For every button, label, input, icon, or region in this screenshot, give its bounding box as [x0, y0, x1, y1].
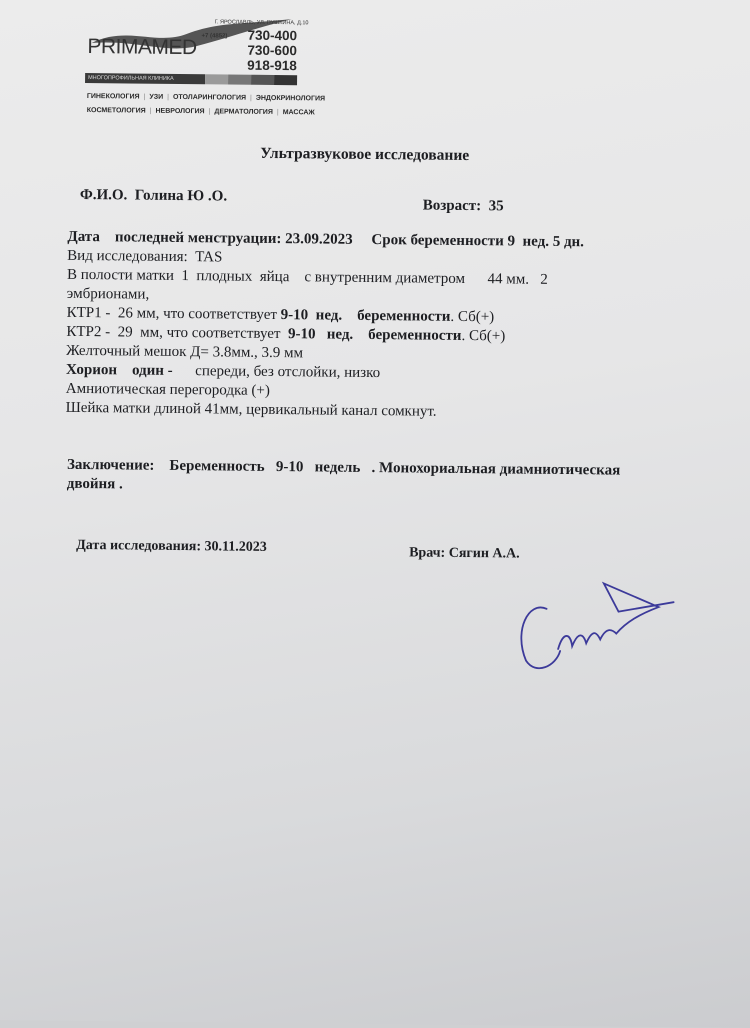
embryos-line: эмбрионами, [66, 285, 150, 303]
phone-3: 918-918 [247, 57, 297, 74]
exam-date: Дата исследования: 30.11.2023 [76, 537, 267, 555]
ktr2-line [66, 324, 505, 346]
cervix-line: Шейка матки длиной 41мм, цервикальный канал сомкнут. [65, 399, 437, 420]
specialty: УЗИ [149, 93, 164, 101]
ktr1-weeks: 9-10 нед. беременности [280, 307, 451, 325]
ktr2-weeks: 9-10 нед. беременности [287, 326, 462, 344]
specialties-row-2: КОСМЕТОЛОГИЯ | НЕВРОЛОГИЯ | ДЕРМАТОЛОГИЯ | МАССАЖ [86, 107, 315, 117]
amnion-line: Амниотическая перегородка (+) [65, 380, 271, 399]
phone-list [247, 28, 297, 74]
specialty: ОТОЛАРИНГОЛОГИЯ [172, 93, 247, 102]
lmp-date: Дата последней менструации: 23.09.2023 [67, 228, 353, 248]
yolk-sac-line: Желточный мешок Д= 3.8мм., 3.9 мм [66, 342, 304, 362]
age-value: 35 [488, 198, 504, 215]
patient-name [80, 187, 227, 206]
doctor-name: Врач: Сягин А.А. [409, 545, 520, 562]
specialty: МАССАЖ [282, 109, 315, 117]
specialties-row-1: ГИНЕКОЛОГИЯ | УЗИ | ОТОЛАРИНГОЛОГИЯ | ЭНДОКРИНОЛОГИЯ [86, 93, 326, 103]
clinic-type: МНОГОПРОФИЛЬНАЯ КЛИНИКА [85, 73, 205, 84]
clinic-address: Г. ЯРОСЛАВЛЬ, УЛ. ПУШКИНА, Д.10 [214, 19, 309, 27]
cavity-line: В полости матки 1 плодных яйца с внутренним диаметром 44 мм. 2 [66, 266, 548, 288]
phone-1: 730-400 [247, 27, 298, 44]
chorion-line [66, 362, 380, 382]
document-title: Ультразвуковое исследование [260, 144, 470, 165]
age-label: Возраст: [422, 197, 482, 215]
ktr1-text: КТР1 - 26 мм, что соответствует [66, 304, 281, 324]
name-value: Голина Ю .О. [134, 187, 228, 205]
exam-type: Вид исследования: TAS [67, 247, 223, 266]
specialty: ДЕРМАТОЛОГИЯ [214, 108, 273, 116]
conclusion-line-2: двойня . [66, 475, 123, 493]
ktr1-line [67, 305, 495, 326]
signature-icon [508, 570, 679, 682]
chorion-label: Хорион один - [65, 361, 173, 379]
specialty: ГИНЕКОЛОГИЯ [86, 93, 140, 101]
chorion-value: спереди, без отслойки, низко [172, 362, 381, 382]
patient-age [423, 198, 504, 216]
name-label: Ф.И.О. [79, 186, 128, 204]
ktr2-heartbeat: . Сб(+) [461, 327, 506, 345]
phone-code: +7 (4852) [201, 33, 228, 40]
gestation-term: Срок беременности 9 нед. 5 дн. [371, 232, 585, 251]
specialty: КОСМЕТОЛОГИЯ [86, 107, 146, 115]
brand-name: PRIMAMED [87, 35, 197, 60]
ktr2-text: КТР2 - 29 мм, что соответствует [66, 323, 289, 343]
conclusion-line-1: Заключение: Беременность 9-10 недель . Монохориальная диамниотическая [66, 456, 621, 479]
specialty: НЕВРОЛОГИЯ [155, 107, 205, 116]
specialty: ЭНДОКРИНОЛОГИЯ [255, 94, 326, 103]
phone-2: 730-600 [247, 42, 298, 59]
ktr1-heartbeat: . Сб(+) [450, 308, 495, 326]
